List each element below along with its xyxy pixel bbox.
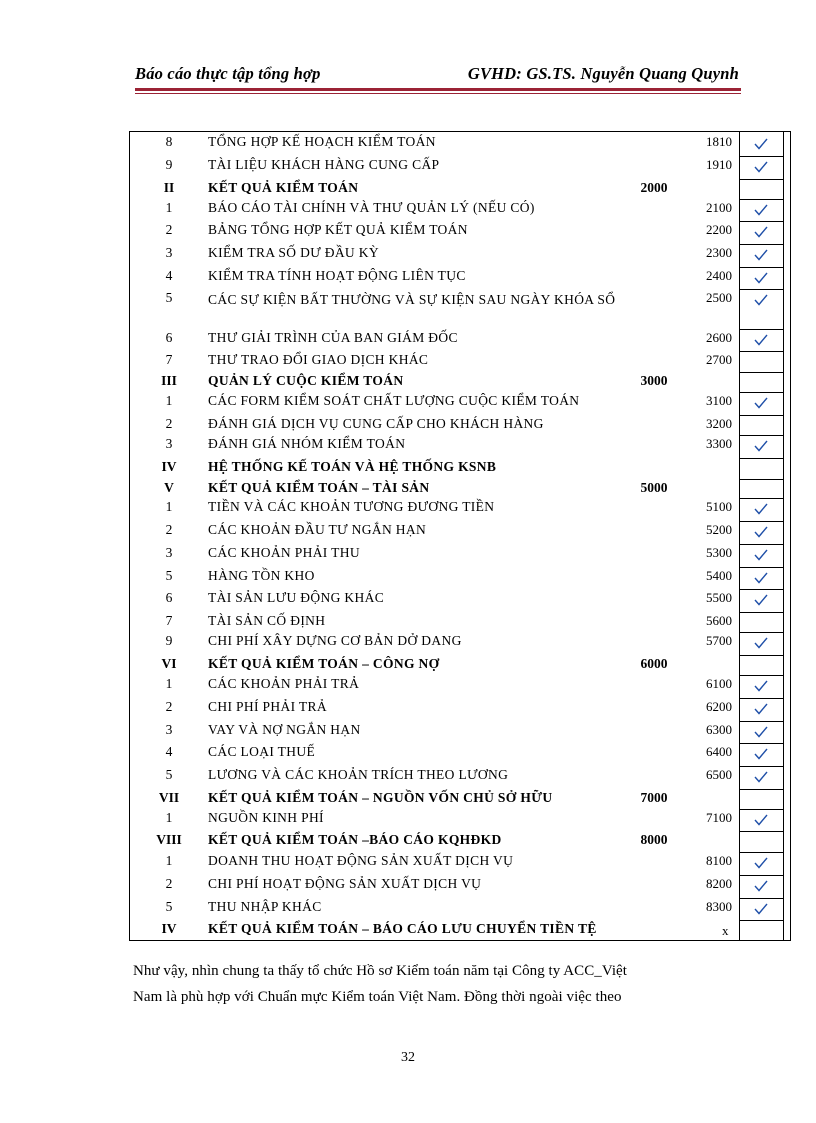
reference-code: 2700 — [706, 352, 732, 367]
reference-code: 2100 — [706, 200, 732, 215]
row-title: ĐÁNH GIÁ DỊCH VỤ CUNG CẤP CHO KHÁCH HÀNG — [208, 416, 544, 431]
section-code: 7000 — [640, 790, 668, 805]
reference-code: 5600 — [706, 613, 732, 628]
section-row — [130, 790, 740, 810]
row-number: 6 — [165, 330, 173, 345]
checkmark-icon — [753, 679, 769, 693]
table-row — [130, 268, 740, 290]
row-title: TÀI SẢN LƯU ĐỘNG KHÁC — [208, 590, 385, 605]
checkmark-icon — [753, 702, 769, 716]
table-row — [130, 633, 740, 656]
check-cell — [740, 790, 784, 810]
row-number: 1 — [165, 810, 173, 825]
row-title: ĐÁNH GIÁ NHÓM KIỂM TOÁN — [208, 436, 406, 451]
table-row — [130, 676, 740, 699]
checkmark-icon — [753, 747, 769, 761]
section-code: 8000 — [640, 832, 668, 847]
checkmark-icon — [753, 813, 769, 827]
reference-code: 3100 — [706, 393, 732, 408]
row-number: 7 — [165, 613, 173, 628]
reference-code: 2300 — [706, 245, 732, 260]
checkmark-icon — [753, 502, 769, 516]
row-title: DOANH THU HOẠT ĐỘNG SẢN XUẤT DỊCH VỤ — [208, 853, 514, 868]
checkmark-icon — [753, 902, 769, 916]
row-number: VII — [158, 790, 180, 805]
row-title: NGUỒN KINH PHÍ — [208, 810, 324, 825]
row-title: BẢNG TỔNG HỢP KẾT QUẢ KIỂM TOÁN — [208, 222, 468, 237]
checkmark-icon — [753, 333, 769, 347]
table-row — [130, 522, 740, 545]
row-number: 3 — [165, 436, 173, 451]
row-number: 7 — [165, 352, 173, 367]
row-title: CHI PHÍ PHẢI TRẢ — [208, 699, 327, 714]
table-row — [130, 699, 740, 722]
checkmark-icon — [753, 879, 769, 893]
checkmark-icon — [753, 571, 769, 585]
section-row — [130, 656, 740, 676]
row-number: II — [163, 180, 175, 195]
reference-code: 2600 — [706, 330, 732, 345]
row-number: 1 — [165, 853, 173, 868]
table-row — [130, 200, 740, 222]
check-cell — [740, 613, 784, 633]
reference-code: 5300 — [706, 545, 732, 560]
row-number: 1 — [165, 676, 173, 691]
section-row — [130, 373, 740, 393]
table-row — [130, 436, 740, 459]
row-title: TÀI LIỆU KHÁCH HÀNG CUNG CẤP — [208, 157, 440, 172]
row-number: VIII — [156, 832, 182, 847]
row-title: CÁC FORM KIỂM SOÁT CHẤT LƯỢNG CUỘC KIỂM TOÁN — [208, 393, 580, 408]
table-row — [130, 722, 740, 744]
not-applicable-mark: x — [722, 923, 729, 938]
row-title: LƯƠNG VÀ CÁC KHOẢN TRÍCH THEO LƯƠNG — [208, 767, 509, 782]
row-title: KIỂM TRA TÍNH HOẠT ĐỘNG LIÊN TỤC — [208, 268, 466, 283]
table-row — [130, 245, 740, 268]
row-title: CÁC KHOẢN PHẢI TRẢ — [208, 676, 360, 691]
table-row — [130, 545, 740, 568]
row-number: 5 — [165, 899, 173, 914]
row-number: 4 — [165, 268, 173, 283]
reference-code: 2200 — [706, 222, 732, 237]
row-number: 2 — [165, 876, 173, 891]
table-row — [130, 393, 740, 416]
row-number: III — [161, 373, 177, 388]
reference-code: 5500 — [706, 590, 732, 605]
section-row — [130, 180, 740, 200]
checkmark-icon — [753, 203, 769, 217]
row-number: 2 — [165, 222, 173, 237]
paragraph-line: Nam là phù hợp với Chuẩn mực Kiểm toán Việt Nam. Đồng thời ngoài việc theo — [133, 989, 622, 1005]
table-row — [130, 853, 740, 876]
table-row — [130, 134, 740, 157]
row-title: TIỀN VÀ CÁC KHOẢN TƯƠNG ĐƯƠNG TIỀN — [208, 499, 495, 514]
check-cell — [740, 180, 784, 200]
reference-code: 1910 — [706, 157, 732, 172]
table-row — [130, 222, 740, 245]
row-title: CÁC LOẠI THUẾ — [208, 744, 316, 759]
section-row — [130, 921, 740, 941]
reference-code: 5700 — [706, 633, 732, 648]
table-row — [130, 767, 740, 790]
row-number: 9 — [165, 633, 173, 648]
reference-code: 1810 — [706, 134, 732, 149]
checkmark-icon — [753, 396, 769, 410]
row-title: HÀNG TỒN KHO — [208, 568, 315, 583]
row-title: KẾT QUẢ KIỂM TOÁN – BÁO CÁO LƯU CHUYỂN TIỀN TỆ — [208, 921, 597, 936]
section-row — [130, 480, 740, 499]
paragraph-line: Như vậy, nhìn chung ta thấy tổ chức Hồ sơ Kiểm toán năm tại Công ty ACC_Việt — [133, 963, 627, 979]
row-title: QUẢN LÝ CUỘC KIỂM TOÁN — [208, 373, 404, 388]
table-row — [130, 568, 740, 590]
row-number: 5 — [165, 290, 173, 305]
reference-code: 5200 — [706, 522, 732, 537]
checkmark-icon — [753, 593, 769, 607]
reference-code: 6300 — [706, 722, 732, 737]
table-row — [130, 157, 740, 180]
row-title: THƯ GIẢI TRÌNH CỦA BAN GIÁM ĐỐC — [208, 330, 458, 345]
checkmark-icon — [753, 271, 769, 285]
table-row — [130, 613, 740, 633]
row-title: CÁC KHOẢN PHẢI THU — [208, 545, 360, 560]
checkmark-icon — [753, 439, 769, 453]
check-cell — [740, 459, 784, 480]
row-title: TÀI SẢN CỐ ĐỊNH — [208, 613, 326, 628]
header-rule-thin — [135, 93, 741, 94]
reference-code: 6100 — [706, 676, 732, 691]
section-code: 6000 — [640, 656, 668, 671]
check-cell — [740, 373, 784, 393]
header-rule-thick — [135, 88, 741, 91]
checkmark-icon — [753, 770, 769, 784]
row-title: KẾT QUẢ KIỂM TOÁN – TÀI SẢN — [208, 480, 430, 495]
row-title: THU NHẬP KHÁC — [208, 899, 322, 914]
body-paragraph — [133, 958, 748, 1010]
table-row — [130, 876, 740, 899]
row-title: KẾT QUẢ KIỂM TOÁN – CÔNG NỢ — [208, 656, 440, 671]
reference-code: 2400 — [706, 268, 732, 283]
row-number: IV — [161, 459, 177, 474]
section-row — [130, 832, 740, 853]
header-report-title: Báo cáo thực tập tổng hợp — [135, 64, 321, 83]
row-number: 2 — [165, 699, 173, 714]
table-row — [130, 744, 740, 767]
check-cell — [740, 921, 784, 941]
row-title: HỆ THỐNG KẾ TOÁN VÀ HỆ THỐNG KSNB — [208, 459, 497, 474]
reference-code: 3200 — [706, 416, 732, 431]
section-code: 2000 — [640, 180, 668, 195]
table-row — [130, 290, 740, 330]
row-title: CÁC KHOẢN ĐẦU TƯ NGẮN HẠN — [208, 522, 427, 537]
checkmark-icon — [753, 248, 769, 262]
check-cell — [740, 656, 784, 676]
checkmark-icon — [753, 548, 769, 562]
table-row — [130, 416, 740, 436]
check-cell — [740, 480, 784, 499]
row-number: 2 — [165, 416, 173, 431]
row-title: THƯ TRAO ĐỔI GIAO DỊCH KHÁC — [208, 352, 429, 367]
checkmark-icon — [753, 636, 769, 650]
row-title: KẾT QUẢ KIỂM TOÁN — [208, 180, 359, 195]
row-title: VAY VÀ NỢ NGẮN HẠN — [208, 722, 361, 737]
row-number: 1 — [165, 393, 173, 408]
row-number: 6 — [165, 590, 173, 605]
reference-code: 5400 — [706, 568, 732, 583]
table-row — [130, 352, 740, 373]
section-code: 5000 — [640, 480, 668, 495]
row-number: 1 — [165, 499, 173, 514]
check-cell — [740, 416, 784, 436]
page-number: 32 — [401, 1050, 415, 1065]
table-row — [130, 810, 740, 832]
row-title: CÁC SỰ KIỆN BẤT THƯỜNG VÀ SỰ KIỆN SAU NGÀY KHÓA SỔ — [208, 292, 616, 307]
row-title: TỔNG HỢP KẾ HOẠCH KIỂM TOÁN — [208, 134, 436, 149]
reference-code: 8100 — [706, 853, 732, 868]
row-number: 1 — [165, 200, 173, 215]
row-number: 9 — [165, 157, 173, 172]
row-title: BÁO CÁO TÀI CHÍNH VÀ THƯ QUẢN LÝ (NẾU CÓ) — [208, 200, 535, 215]
section-row — [130, 459, 740, 480]
row-title: KẾT QUẢ KIỂM TOÁN –BÁO CÁO KQHĐKD — [208, 832, 502, 847]
reference-code: 7100 — [706, 810, 732, 825]
row-title: KIỂM TRA SỐ DƯ ĐẦU KỲ — [208, 245, 379, 260]
row-number: 2 — [165, 522, 173, 537]
header-supervisor: GVHD: GS.TS. Nguyễn Quang Quynh — [467, 64, 739, 83]
row-number: 8 — [165, 134, 173, 149]
reference-code: 6200 — [706, 699, 732, 714]
row-number: 3 — [165, 722, 173, 737]
reference-code: 5100 — [706, 499, 732, 514]
checkmark-icon — [753, 525, 769, 539]
reference-code: 6500 — [706, 767, 732, 782]
row-number: IV — [161, 921, 177, 936]
row-number: V — [164, 480, 174, 495]
reference-code: 6400 — [706, 744, 732, 759]
checkmark-icon — [753, 725, 769, 739]
checkmark-icon — [753, 225, 769, 239]
row-number: 4 — [165, 744, 173, 759]
reference-code: 2500 — [706, 290, 732, 305]
row-number: 5 — [165, 767, 173, 782]
row-title: CHI PHÍ XÂY DỰNG CƠ BẢN DỞ DANG — [208, 633, 462, 648]
table-row — [130, 899, 740, 921]
check-cell — [740, 832, 784, 853]
reference-code: 8200 — [706, 876, 732, 891]
table-row — [130, 499, 740, 522]
row-number: 3 — [165, 545, 173, 560]
checkmark-icon — [753, 856, 769, 870]
reference-code: 3300 — [706, 436, 732, 451]
table-row — [130, 330, 740, 352]
checkmark-icon — [753, 137, 769, 151]
check-cell — [740, 352, 784, 373]
checkmark-icon — [753, 160, 769, 174]
row-title: CHI PHÍ HOẠT ĐỘNG SẢN XUẤT DỊCH VỤ — [208, 876, 482, 891]
section-code: 3000 — [640, 373, 668, 388]
row-number: 5 — [165, 568, 173, 583]
reference-code: 8300 — [706, 899, 732, 914]
page-header — [135, 64, 741, 86]
row-number: VI — [161, 656, 177, 671]
checkmark-icon — [753, 293, 769, 307]
row-number: 3 — [165, 245, 173, 260]
table-row — [130, 590, 740, 613]
row-title: KẾT QUẢ KIỂM TOÁN – NGUỒN VỐN CHỦ SỞ HỮU — [208, 790, 553, 805]
